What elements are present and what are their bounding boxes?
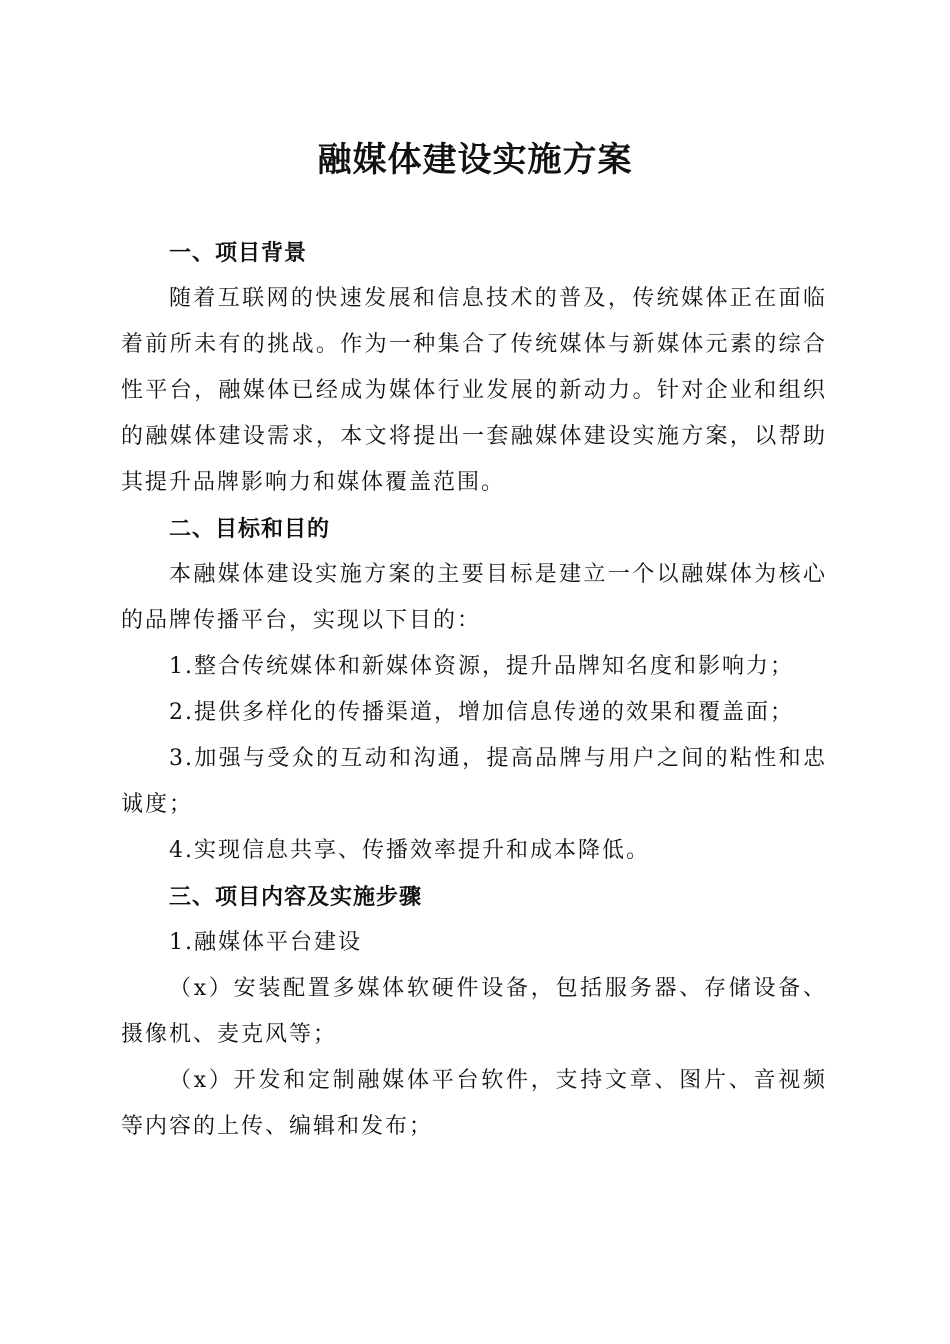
document-title: 融媒体建设实施方案 [317, 140, 633, 180]
section-heading-background: 一、项目背景 [169, 240, 308, 266]
section-heading-goals: 二、目标和目的 [169, 516, 331, 542]
step-subitem-software: （x）开发和定制融媒体平台软件，支持文章、图片、音视频等内容的上传、编辑和发布； [121, 1068, 827, 1139]
step-subitem-hardware: （x）安装配置多媒体软硬件设备，包括服务器、存储设备、摄像机、麦克风等； [121, 976, 827, 1047]
background-paragraph: 随着互联网的快速发展和信息技术的普及，传统媒体正在面临着前所未有的挑战。作为一种集合了传统媒体与新媒体元素的综合性平台，融媒体已经成为媒体行业发展的新动力。针对企业和组织的融媒体建设需求，本文将提出一套融媒体建设实施方案，以帮助其提升品牌影响力和媒体覆盖范围。 [121, 286, 827, 495]
goal-item-3: 3.加强与受众的互动和沟通，提高品牌与用户之间的粘性和忠诚度； [121, 746, 827, 817]
goals-intro-paragraph: 本融媒体建设实施方案的主要目标是建立一个以融媒体为核心的品牌传播平台，实现以下目的： [121, 562, 827, 633]
section-heading-content-steps: 三、项目内容及实施步骤 [169, 884, 423, 910]
goal-item-2: 2.提供多样化的传播渠道，增加信息传递的效果和覆盖面； [169, 700, 794, 725]
goal-item-4: 4.实现信息共享、传播效率提升和成本降低。 [169, 838, 650, 863]
step-item-platform: 1.融媒体平台建设 [169, 930, 362, 955]
document-body [121, 230, 827, 1150]
goal-item-1: 1.整合传统媒体和新媒体资源，提升品牌知名度和影响力； [169, 654, 794, 679]
